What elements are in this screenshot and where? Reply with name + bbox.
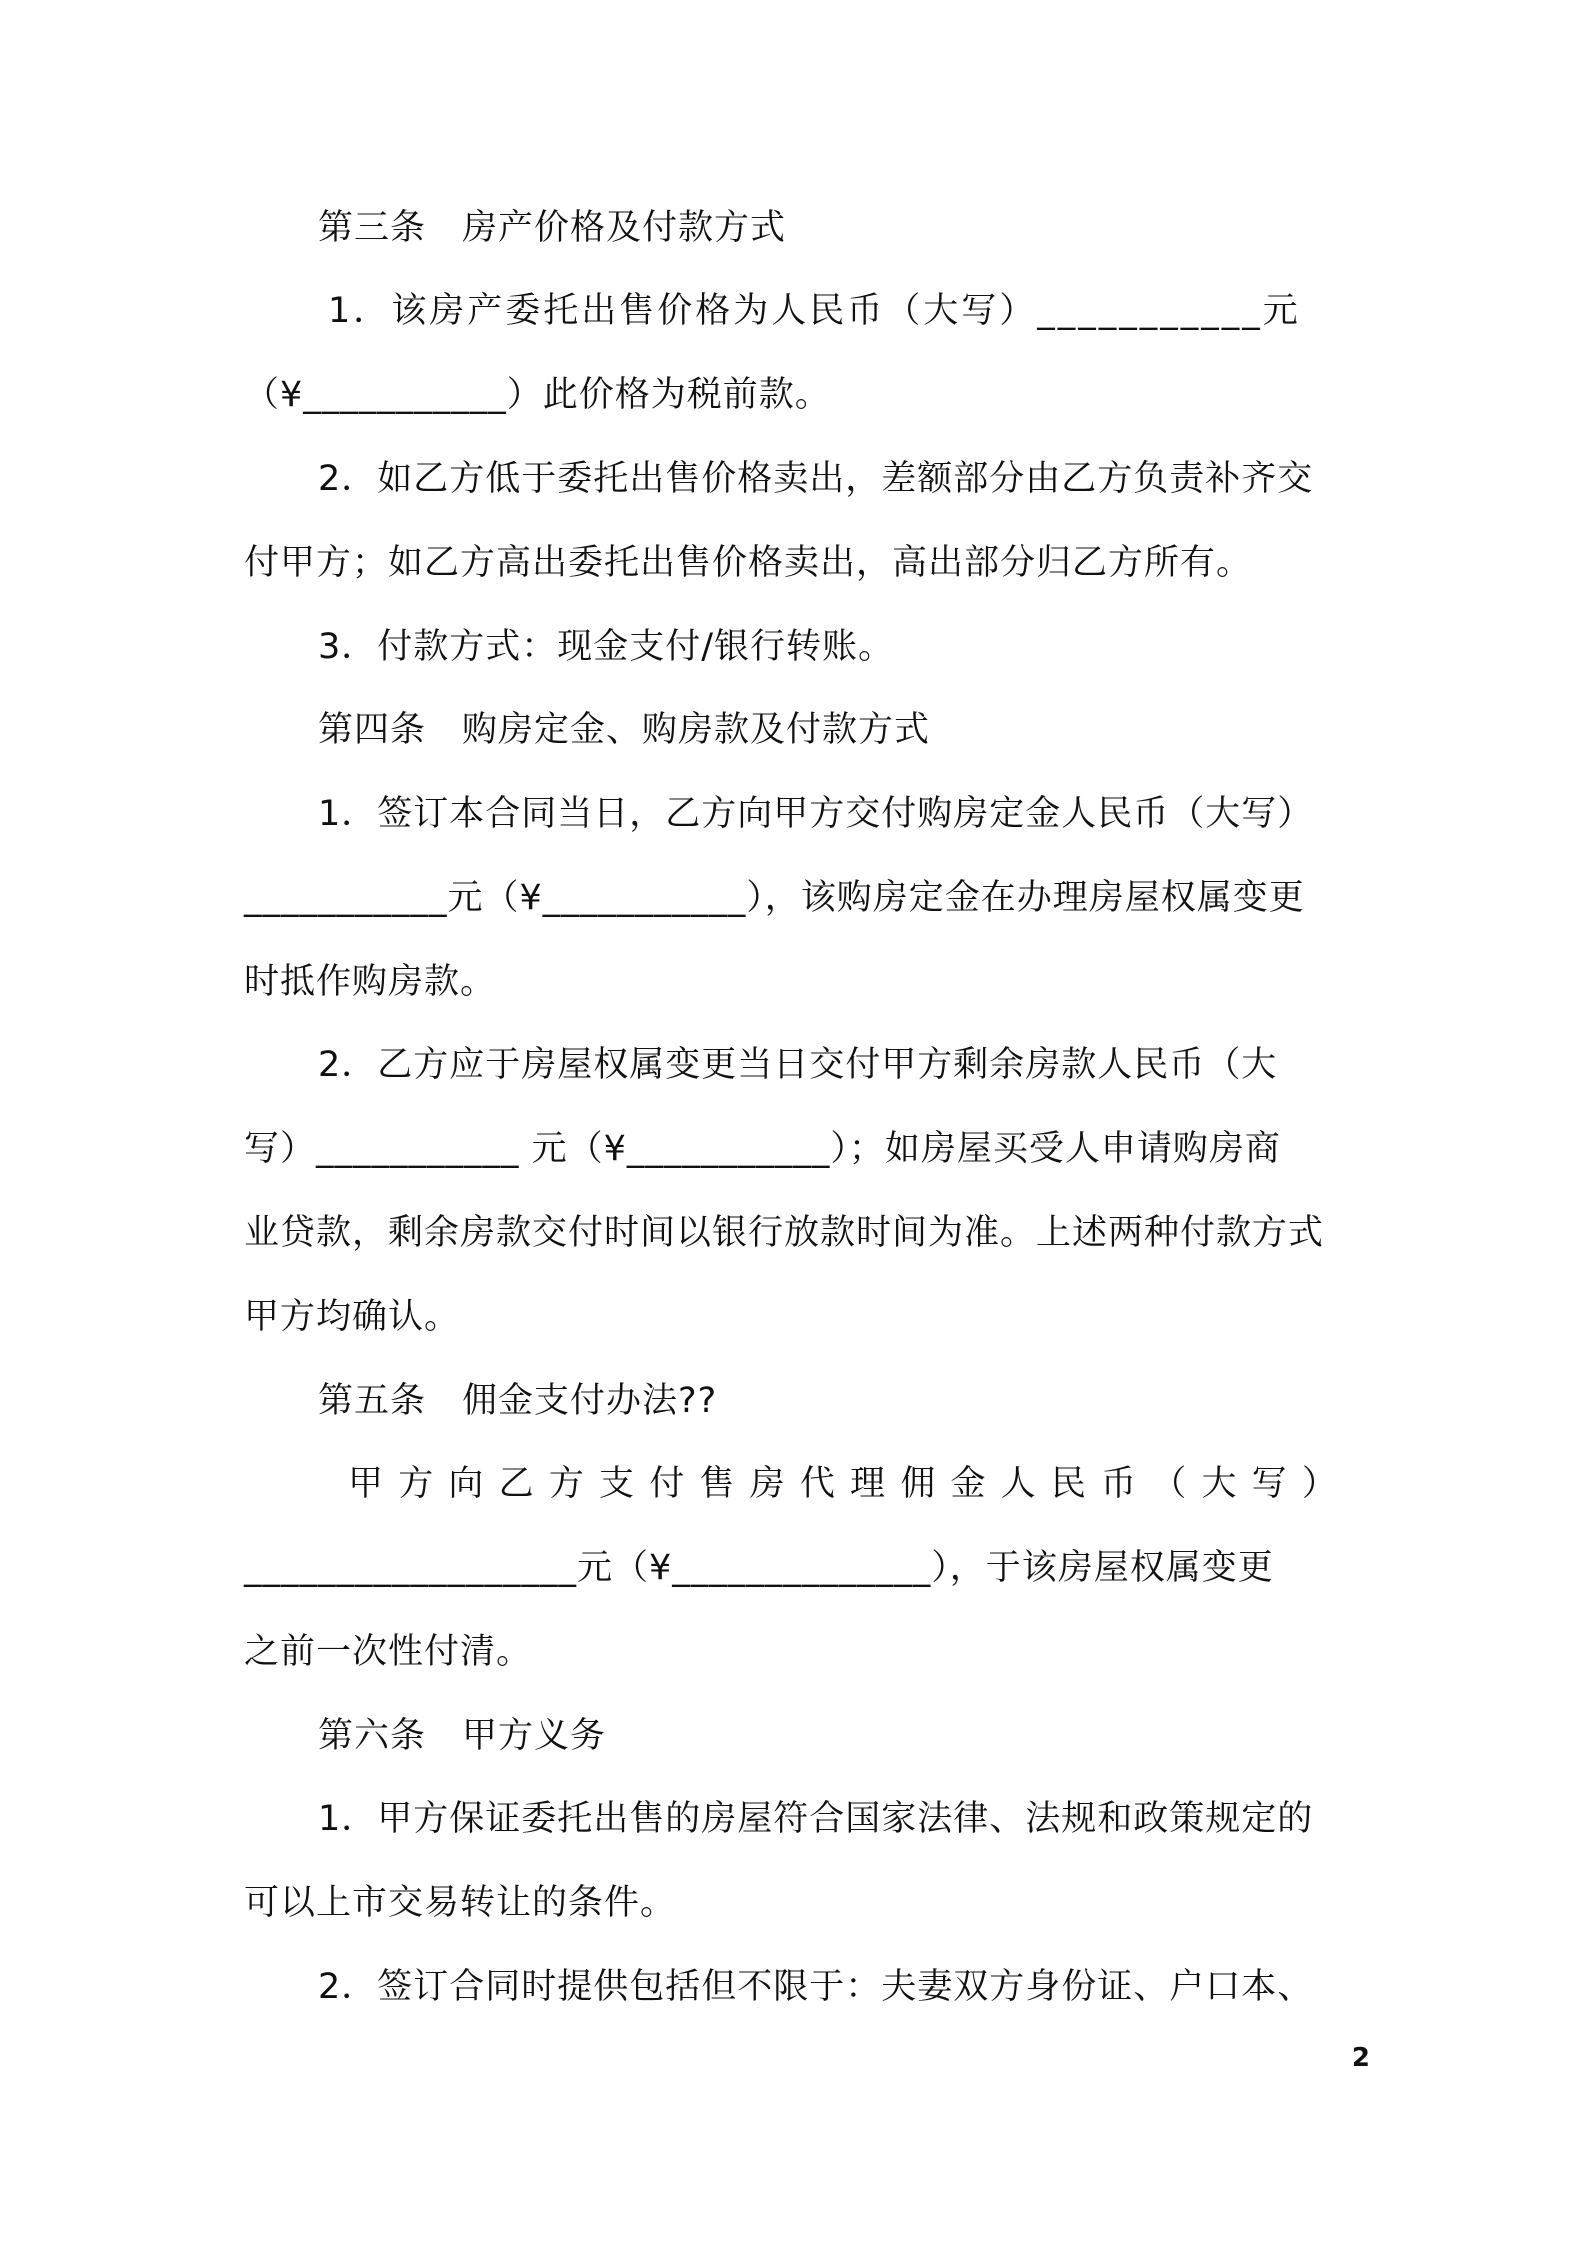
paragraph-line: 2．乙方应于房屋权属变更当日交付甲方剩余房款人民币（大	[318, 1045, 1278, 1085]
article-5-heading: 第五条 佣金支付办法??	[318, 1381, 718, 1421]
paragraph-line: 甲方均确认。	[244, 1297, 461, 1337]
paragraph-line: 3．付款方式：现金支付/银行转账。	[318, 627, 895, 667]
paragraph-line: 1．该房产委托出售价格为人民币（大写）___________元	[328, 291, 1301, 331]
justified-char: 写	[1251, 1464, 1288, 1504]
justified-char: 人	[1000, 1464, 1037, 1504]
paragraph-line: ___________元（¥___________），该购房定金在办理房屋权属变更	[244, 878, 1305, 918]
justified-char: 付	[649, 1464, 686, 1504]
justified-char: 售	[699, 1464, 736, 1504]
justified-char: 甲	[348, 1464, 385, 1504]
justified-char: 币	[1101, 1464, 1138, 1504]
article-4-heading: 第四条 购房定金、购房款及付款方式	[318, 710, 931, 750]
justified-char: 房	[749, 1464, 786, 1504]
paragraph-line: 业贷款，剩余房款交付时间以银行放款时间为准。上述两种付款方式	[244, 1213, 1325, 1253]
paragraph-line: 时抵作购房款。	[244, 962, 497, 1002]
justified-char: 理	[850, 1464, 887, 1504]
justified-paragraph-line	[348, 1460, 1338, 1508]
paragraph-line: 2．如乙方低于委托出售价格卖出，差额部分由乙方负责补齐交	[318, 459, 1314, 499]
justified-char: ）	[1301, 1464, 1338, 1504]
paragraph-line: 之前一次性付清。	[244, 1632, 533, 1672]
justified-char: 方	[398, 1464, 435, 1504]
paragraph-line: 写）___________ 元（¥___________）；如房屋买受人申请购房商	[244, 1129, 1281, 1169]
justified-char: 民	[1050, 1464, 1087, 1504]
justified-char: 向	[448, 1464, 485, 1504]
page-number: 2	[1351, 2043, 1370, 2073]
justified-char: 代	[799, 1464, 836, 1504]
article-3-heading: 第三条 房产价格及付款方式	[318, 208, 787, 248]
justified-char: 金	[950, 1464, 987, 1504]
article-6-heading: 第六条 甲方义务	[318, 1716, 607, 1756]
paragraph-line: 1．甲方保证委托出售的房屋符合国家法律、法规和政策规定的	[318, 1799, 1314, 1839]
paragraph-line: 付甲方；如乙方高出委托出售价格卖出，高出部分归乙方所有。	[244, 543, 1253, 583]
justified-char: （	[1151, 1464, 1188, 1504]
justified-char: 佣	[900, 1464, 937, 1504]
paragraph-line: __________________元（¥______________），于该房屋权属变更	[244, 1548, 1274, 1588]
paragraph-line: 可以上市交易转让的条件。	[244, 1883, 677, 1923]
paragraph-line: 1．签订本合同当日，乙方向甲方交付购房定金人民币（大写）	[318, 794, 1314, 834]
justified-char: 支	[599, 1464, 636, 1504]
justified-char: 乙	[498, 1464, 535, 1504]
justified-char: 大	[1201, 1464, 1238, 1504]
paragraph-line: （¥___________）此价格为税前款。	[244, 375, 831, 415]
paragraph-line: 2．签订合同时提供包括但不限于：夫妻双方身份证、户口本、	[318, 1967, 1314, 2007]
justified-char: 方	[548, 1464, 585, 1504]
